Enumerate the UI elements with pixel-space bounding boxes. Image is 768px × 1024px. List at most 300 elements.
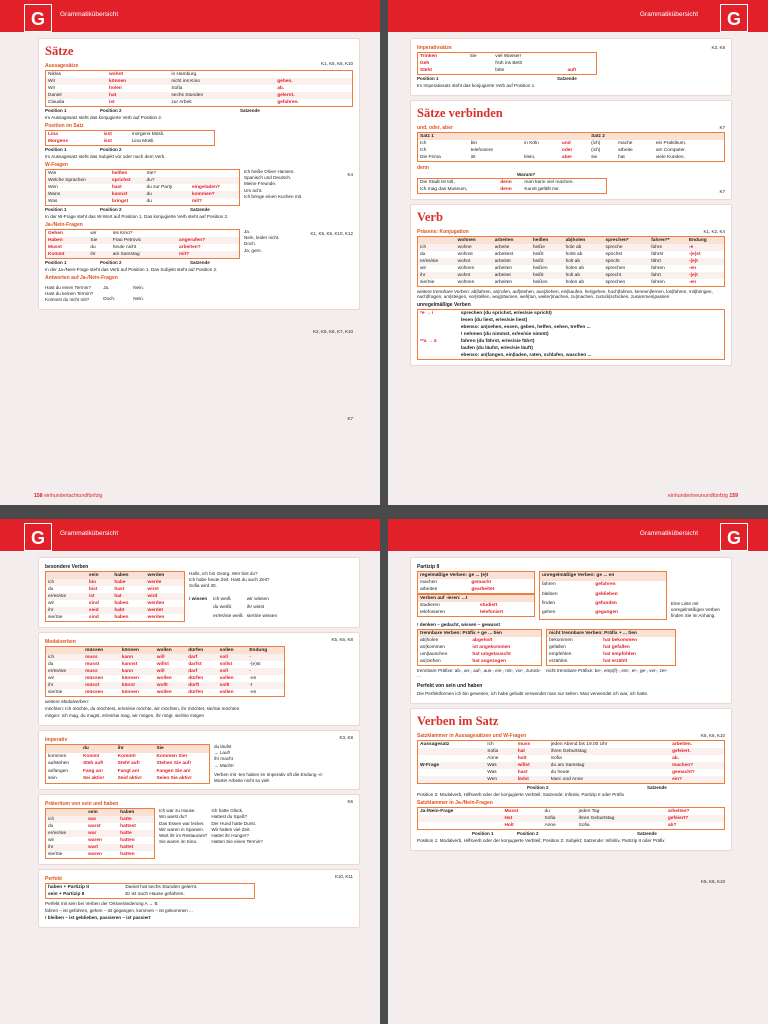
table-row — [540, 591, 667, 600]
verbinden-refs: K7 — [719, 125, 725, 130]
table-cell: Was — [485, 762, 515, 769]
table-cell: ihren Geburtstag — [577, 815, 666, 822]
besondere-table — [45, 571, 185, 622]
imperativ-table — [45, 744, 210, 784]
table-row — [46, 884, 255, 892]
table-cell: werden — [147, 615, 165, 620]
table-row — [46, 99, 353, 107]
table-cell: Er ist nach Hause gefahren. — [125, 892, 185, 898]
table-cell: gearbeitet — [471, 587, 495, 592]
partizip-liste-note: Eine Liste mit unregelmäßigen Verben finden Sie im Anhang. — [670, 601, 720, 619]
table-header-cell: Endung — [247, 647, 284, 655]
table-header-cell — [46, 745, 81, 753]
table-cell: Ich — [420, 148, 427, 153]
header-title: Grammatikübersicht — [639, 11, 698, 18]
table-cell: hat — [107, 92, 169, 99]
table-row — [46, 579, 185, 586]
table-row — [46, 138, 215, 146]
table-cell: ab? — [667, 822, 677, 828]
page-160: Grammatikübersicht G besondere Verben sein haben werden ich bin habe werde du bist hast wirst er/es/sie ist hat wird wir sind haben werden ihr seid habt werdet sie/Sie sind haben werden Hallo, ich bin Georg. Wer bist du? Ich habe heute Zeit. Hast du auch Zeit? Sofia wird 30. ! wissen ich weiß wir wissen du weißt ihr wisst er/es/sie weiß sie/Sie wissen Modalverben K5, K6, K8 müssen können wollen dürfen sollen Endung ich muss kann will darf soll - du musst kannst willst darfst sollst -(e)st er/es/sie muss kann will darf soll - wir müssen können wollen dürfen sollen -en ihr müsst könnt wollt dürft sollt -t sie/Sie müssen können wollen dürfen sollen -en weitere Modalverben: möchten: Ich möchte, du möchtest, er/es/sie möchte, wir möchten, ihr möchtet, sie/Sie möchten mögen: Ich mag, du magst, er/es/sie mag, wir mögen, ihr mögt, sie/Sie mögen Imperativ K3, K8 du ihr Sie kommen Komm! Kommt! Kommen Sie! aufstehen Steh auf! Steht auf! Stehen Sie auf! anfangen Fang an! Fangt an! Fangen Sie an! sein Sei aktiv! Seid aktiv! Seien Sie aktiv! du läufst → Lauf! ihr macht → Macht! Verben mit -ten haben im Imperativ oft die Endung -e: Warte! Arbeite nicht so viel! Präteritum von sein und haben K6 sein haben ich war hatte du warst hattest er/es/sie war hatte wir waren hatten ihr wart hattet sie/Sie waren hatten Ich war zu Hause. Wo warst du? Das Essen war lecker. Wir waren in Spanien. Wart ihr im Restaurant? Sie waren im Kino. Ich hatte Glück. Hattest du Spaß? Der Hund hatte Durst. Wir hatten viel Zeit. Hattet ihr Hunger? Hatten Sie einen Termin? Perfekt K10, K11 haben + Partizip II Daniel hat sechs Stunden gelernt. sein + Partizip II Er ist nach Hause gefahren. Perfekt mit sein bei Verben der Ortsveränderung A → B fahren – ist gefahren, gehen – ist gegangen, kommen – ist gekommen ... ! bleiben – ist geblieben, passieren – ist passiert — [0, 519, 380, 1024]
satzklammer1-table — [417, 740, 725, 784]
table-row — [547, 644, 676, 651]
table-row — [46, 131, 215, 139]
table-cell: werden — [147, 601, 165, 606]
table-cell: Fangt an! — [117, 768, 140, 774]
table-cell: viel Wasser! — [495, 54, 522, 59]
table-cell: Sie — [469, 54, 477, 59]
grammar-tab-g: G — [720, 523, 748, 551]
table-cell: lädst — [516, 776, 549, 784]
table-cell: mache — [618, 141, 633, 146]
table-cell: ich weiß — [213, 596, 231, 602]
table-cell — [418, 345, 459, 352]
table-cell: muss — [83, 654, 120, 661]
table-cell: -e — [687, 244, 725, 251]
table-cell: hatte — [118, 816, 154, 823]
table-cell: Fang an! — [82, 768, 103, 774]
table-cell: du zur Party — [146, 185, 173, 190]
table-cell: Niklas — [48, 72, 62, 77]
table-cell: arbeiten? — [179, 245, 201, 250]
table-cell: müssen — [85, 676, 104, 681]
table-cell: -t — [247, 682, 284, 689]
table-cell: empfehlen — [549, 651, 572, 657]
table-header-cell: Verben auf -ieren: ...t — [418, 595, 535, 603]
table-header-cell — [46, 572, 87, 580]
table-cell: hast — [111, 185, 122, 190]
table-cell: Wir — [46, 78, 108, 85]
table-cell: Sei aktiv! — [82, 776, 105, 782]
table-cell: Morgens — [48, 139, 68, 144]
table-header-cell: heißen — [531, 237, 564, 245]
table-cell: aufstehen — [48, 761, 70, 767]
table-cell: können — [121, 676, 139, 681]
table-cell: Sofia — [550, 755, 562, 761]
table-cell: ! nehmen (du nimmst, er/es/sie nimmt) — [460, 332, 549, 338]
table-cell: ist — [87, 593, 112, 600]
table-cell: Was — [487, 769, 497, 775]
table-cell: bist — [88, 587, 98, 592]
table-cell: müssen — [85, 690, 104, 695]
table-cell: hat — [618, 155, 625, 160]
perf-sein-haben-text: Die Perfektformen ich bin gewesen, ich habe gehabt verwendet man nur selten. Man verwendet ich war, ich hatte. — [417, 690, 649, 696]
table-cell: Stehen Sie auf! — [156, 761, 192, 767]
table-row — [46, 891, 255, 899]
table-cell — [275, 71, 352, 79]
satzklammer2-title: Satzklammer in Ja-/Nein-Fragen — [417, 799, 493, 806]
table-cell: wollen — [156, 676, 172, 681]
table-header-cell: Endung — [687, 237, 725, 245]
row-label — [418, 769, 486, 776]
table-cell: er/es/sie — [46, 830, 87, 837]
page-159: Grammatikübersicht G Imperativsätze K3, K8 Trinken Sie viel Wasser! Geh früh ins Bett! Steht bitte auf! Position 1 Satzende Im Imperativsatz steht das konjugierte Verb auf Position 1. Sätze verbinden und, oder, aber K7 Satz 1 Satz 2 Ich bin in Köln und (ich) mache ein Praktikum. Ich telefoniere oder (ich) arbeite am Computer. Die Firma ist klein, aber sie hat viele Kunden. denn K7 Warum? Die Stadt ist toll, denn man kann viel machen. Ich mag das Museum, denn Kunst gefällt mir. Verb Präsens: Konjugation K1, K2, K4 wohnen arbeiten heißen ab|holen sprechen* fahren** Endung ich wohne arbeite heiße hole ab spreche fahre -e du wohnst arbeitest heißt holst ab sprichst fährst -(e)st er/es/sie wohnt arbeitet heißt holt ab spricht fährt -(e)t wir wohnen arbeiten heißen holen ab sprechen fahren -en ihr wohnt arbeitet heißt holt ab sprecht fahrt -(e)t sie/Sie wohnen arbeiten heißen holen ab sprechen fahren -en weitere trennbare Verben: ab|fahren, an|rufen, auf|stehen, aus|ziehen, ein|kaufen, her|gehen, hoch|fahren, kennen|lernen, los|fahren, mit|bringen, nach|fragen, um|steigen, vor|stellen, weg|räumen, weh|tun, weiter|machen, zu|machen, zurück|schicken, zusammen|passen unregelmäßige Verben *e → i sprechen (du sprichst, er/es/sie spricht) lesen (du liest, er/es/sie liest) ebenso: an|sehen, essen, geben, helfen, sehen, treffen ... ! nehmen (du nimmst, er/es/sie nimmt) **a → ä fahren (du fährst, er/es/sie fährt) laufen (du läufst, er/es/sie läuft) ebenso: an|fangen, ein|laden, raten, schlafen, waschen ... einhundertneunundfünfzig 159 — [388, 0, 768, 505]
table-cell: kann — [120, 668, 155, 675]
perfekt-table — [45, 883, 255, 899]
konjugation-table — [417, 236, 725, 287]
table-cell: arbeiten — [494, 280, 513, 286]
table-cell: haben + Partizip II — [48, 885, 89, 891]
table-cell: wir — [48, 676, 55, 681]
table-row — [46, 760, 210, 768]
praeteritum-title: Präteritum von sein und haben — [45, 801, 119, 808]
table-cell: -en — [249, 690, 257, 695]
page-header — [388, 0, 768, 32]
table-cell: Lina — [48, 132, 58, 137]
table-row — [46, 78, 353, 85]
table-row — [418, 251, 725, 258]
table-cell: fahre — [649, 244, 687, 251]
table-cell: fährst — [651, 252, 664, 258]
table-cell: Wann — [46, 191, 110, 198]
list-item: Um acht. — [244, 187, 263, 193]
table-cell: heiße — [531, 244, 564, 251]
perfekt-note3: ! bleiben – ist geblieben, passieren – ist passiert — [45, 915, 151, 921]
table-cell: hat erzählt — [603, 658, 628, 664]
list-item: Wir hatten viel Zeit. — [211, 826, 251, 832]
list-item: Ja, gern. — [244, 247, 262, 253]
table-cell: Lina Müsli. — [131, 139, 155, 144]
table-cell: kannst — [121, 662, 138, 667]
table-cell: darf — [186, 668, 217, 675]
list-item: Sie waren im Kino. — [159, 839, 198, 845]
table-row — [46, 661, 285, 668]
table-row — [46, 600, 185, 607]
table-cell: Steht — [420, 68, 432, 73]
table-cell: können — [107, 78, 169, 85]
table-cell: wir wissen — [246, 596, 269, 602]
table-row — [46, 198, 240, 206]
page-header — [388, 519, 768, 551]
table-cell: gegangen — [595, 610, 618, 616]
table-row — [46, 851, 155, 859]
table-header-cell — [46, 809, 87, 817]
table-cell: Holt — [504, 822, 514, 828]
header-title: Grammatikübersicht — [60, 530, 119, 537]
table-row — [46, 816, 155, 823]
table-cell: ihren Geburtstag — [549, 748, 670, 755]
table-cell: hast — [517, 769, 528, 775]
table-cell: bin — [87, 579, 112, 586]
table-cell: sprichst — [605, 252, 622, 258]
table-cell: gehen — [542, 610, 556, 616]
row-label: W-Frage — [418, 762, 486, 769]
wfragen-table — [45, 169, 240, 206]
table-cell: du — [144, 191, 190, 198]
aussage-positions: Position 1 Position 2 Satzende — [45, 108, 260, 113]
table-cell: bekommen — [549, 637, 573, 643]
table-row — [46, 170, 240, 178]
table-cell: du — [544, 808, 550, 814]
page-header — [0, 0, 380, 32]
table-header-cell: wohnen — [456, 237, 493, 245]
table-header-cell: ihr — [116, 745, 155, 753]
table-cell: sie/Sie — [48, 690, 63, 695]
table-row — [547, 637, 676, 644]
table-cell: studiert — [479, 603, 498, 608]
section-title-saetze: Sätze — [45, 44, 74, 58]
table-cell: aber — [561, 155, 573, 160]
header-title: Grammatikübersicht — [60, 11, 119, 18]
table-cell: wollen — [156, 690, 172, 695]
table-cell: arbeiten — [420, 587, 438, 592]
table-cell: hatte — [118, 830, 154, 837]
table-row — [211, 596, 279, 604]
table-header-cell: können — [120, 647, 155, 655]
table-cell: Steh auf! — [82, 761, 104, 767]
table-cell: sprechen — [605, 280, 626, 286]
table-cell: (ich) — [591, 141, 601, 146]
table-cell: ihr — [88, 251, 110, 259]
table-cell: ich — [46, 816, 87, 823]
table-cell: denn — [500, 180, 512, 186]
modal-table — [45, 646, 285, 697]
table-cell: bitte — [495, 68, 505, 73]
table-cell: wohnt — [456, 258, 493, 265]
table-cell: hat empfohlen — [603, 651, 636, 657]
table-cell: -en — [249, 676, 257, 681]
table-row — [418, 331, 725, 338]
table-cell: wohne — [456, 244, 493, 251]
table-row — [46, 177, 240, 184]
table-cell: muss — [83, 668, 120, 675]
table-cell: gefahren — [595, 582, 616, 588]
table-cell: kann — [120, 654, 155, 661]
table-row — [418, 352, 725, 360]
besondere-ex2: Ich habe heute Zeit. Hast du auch Zeit? — [189, 577, 270, 583]
table-cell: gefunden — [595, 600, 617, 606]
list-item: Spanisch und Deutsch. — [244, 175, 292, 181]
list-item: Wart ihr im Restaurant? — [159, 832, 208, 838]
table-cell: -(e)t — [687, 258, 725, 265]
table-cell: telefoniere — [470, 148, 494, 153]
table-cell: sind — [88, 615, 99, 620]
perfekt-note1: Perfekt mit sein bei Verben der Ortsveränderung A → B — [45, 901, 158, 907]
table-row — [46, 191, 240, 198]
table-cell: Geh — [420, 61, 430, 66]
grammar-tab-g: G — [24, 4, 52, 32]
table-cell: isst — [103, 132, 112, 137]
table-cell: kannst — [110, 191, 145, 198]
table-cell: -(e)t — [687, 272, 725, 279]
possatz-note: Im Aussagesatz steht das Subjekt vor oder nach dem Verb. — [45, 154, 166, 159]
table-row — [418, 651, 542, 658]
table-cell: holt — [517, 755, 527, 761]
grammar-tab-g: G — [24, 523, 52, 551]
table-cell: müsst — [83, 682, 120, 689]
table-cell: werde — [146, 579, 185, 586]
table-header-cell — [46, 647, 84, 655]
table-cell: sein + Partizip II — [48, 892, 85, 898]
table-cell: hattest — [120, 824, 136, 830]
table-row — [418, 807, 725, 815]
table-cell: wirst — [147, 587, 159, 592]
table-cell: habe — [112, 579, 145, 586]
table-cell: hat bekommen — [603, 637, 638, 643]
table-cell: Ich — [487, 741, 494, 747]
table-row — [46, 593, 185, 600]
table-cell: - — [247, 668, 284, 675]
table-cell: muss — [517, 741, 531, 747]
table-cell: Musst — [504, 808, 519, 814]
table-cell: Steht auf! — [117, 761, 140, 767]
praesens-title: Präsens: Konjugation — [417, 229, 469, 236]
table-cell: an|ziehen — [420, 658, 441, 664]
table-header-cell: Sie — [154, 745, 209, 753]
satzklammer1-refs: K5, K6, K10 — [700, 732, 725, 738]
und-oder-aber-title: und, oder, aber — [417, 125, 453, 131]
table-header-cell: haben — [118, 809, 154, 817]
table-cell: Hat — [502, 815, 542, 822]
table-cell: ein? — [670, 776, 724, 784]
table-row — [46, 682, 285, 689]
table-cell: wohnst — [457, 252, 473, 258]
table-cell: du — [48, 587, 54, 592]
table-cell: haben — [114, 601, 129, 606]
table-row — [418, 579, 535, 586]
table-cell: warst — [88, 824, 101, 830]
page-number-159: einhundertneunundfünfzig 159 — [667, 493, 738, 499]
table-cell: viele Kunden. — [655, 155, 685, 160]
table-cell: wohnt — [456, 272, 493, 279]
table-cell — [418, 324, 459, 331]
trennbar-praefixe: trennbare Präfixe: ab-, an-, auf-, aus-, ein-, mit-, vor-, zurück- ... — [417, 667, 542, 678]
wissen-table — [211, 596, 279, 621]
table-header-cell: unregelmäßige Verben: ge ... en — [540, 572, 667, 582]
nicht-trennbar-praefixe: nicht trennbare Präfixe: be-, emp(f)-, ent-, er-, ge-, ver-, zer- — [546, 667, 668, 673]
satzklammer1-note: Position 2: Modalverb, Hilfsverb oder der konjugierte Verbteil; Satzende: Infinitiv, Partizip II oder Präfix — [417, 791, 624, 797]
table-cell: ich — [46, 579, 87, 586]
table-cell: wohnen — [457, 266, 475, 272]
list-item: Das Essen war lecker. — [159, 820, 205, 826]
page-number-158: 158 einhundertachtundfünfzig — [34, 493, 103, 499]
list-item: Ich bringe einen Kuchen mit. — [244, 193, 303, 199]
table-cell: ihr — [418, 272, 456, 279]
list-item: Hatten Sie einen Termin? — [211, 839, 263, 845]
trennbare-verben-list: ab|fahren, an|rufen, auf|stehen, aus|ziehen, ein|kaufen, her|gehen, hoch|fahren, kennen|lernen, los|fahren, mit|bringen, nach|fragen, um|steigen, vor|stellen, weg|räumen, weh|tun, weiter|machen, zu|machen, zurück|schicken, zusammen|passen — [417, 289, 713, 300]
table-cell: können — [121, 690, 139, 695]
wfragen-refs: K1, K5, K6, K10, K12 — [310, 231, 353, 236]
table-cell: an|kommen — [420, 644, 445, 650]
table-cell: soll — [218, 668, 248, 675]
table-cell: gefallen — [549, 644, 566, 650]
table-cell: er/es/sie — [418, 258, 456, 265]
table-cell: sprichst — [110, 177, 145, 184]
table-cell: er/es/sie — [46, 593, 87, 600]
table-cell: Wir — [48, 86, 56, 91]
table-cell: lesen (du liest, er/es/sie liest) — [460, 318, 528, 324]
table-cell: *e → i — [420, 311, 434, 317]
table-cell: am Computer. — [655, 148, 686, 153]
table-cell: Wen — [485, 776, 515, 784]
table-cell: wohnt — [109, 72, 124, 77]
table-cell: Kommen Sie! — [156, 753, 188, 759]
table-cell: werdet — [146, 607, 185, 614]
table-row — [418, 265, 725, 272]
table-cell: heißen — [532, 266, 548, 272]
partizip-title: Partizip II — [417, 564, 440, 570]
section-title-verben-im-satz: Verben im Satz — [417, 713, 499, 728]
table-cell: sollst — [219, 662, 233, 667]
table-cell: du — [48, 824, 54, 830]
table-cell: du weißt — [213, 605, 232, 611]
table-cell: könnt — [120, 682, 155, 689]
row-label: Aussagesatz — [420, 741, 450, 747]
table-cell: Wie — [48, 171, 57, 176]
table-row — [418, 740, 725, 748]
table-cell: Claudia — [48, 100, 65, 105]
table-row — [418, 317, 725, 324]
table-cell: telefonieren — [420, 610, 446, 615]
table-cell: Gehen — [48, 231, 63, 236]
table-row — [418, 602, 535, 609]
verbinden-table — [417, 132, 725, 162]
table-cell: gehen. — [275, 78, 352, 85]
satz2-label: Satz 2 — [589, 133, 724, 141]
table-row — [46, 71, 353, 79]
table-cell: dürfen — [188, 676, 204, 681]
table-cell: telefoniert — [479, 610, 504, 615]
table-cell: wir — [48, 838, 55, 844]
table-cell: ein Praktikum. — [655, 141, 687, 146]
table-row — [46, 251, 240, 259]
table-cell: auf! — [567, 68, 577, 73]
table-cell: arbeiten. — [672, 741, 693, 747]
table-cell: eingeladen? — [191, 185, 220, 190]
trennbar-table — [417, 629, 542, 666]
table-cell: du — [420, 252, 426, 258]
table-row — [418, 147, 725, 154]
table-cell: arbeiten? — [667, 808, 690, 814]
table-row — [46, 586, 185, 593]
perfekt-refs: K10, K11 — [334, 874, 353, 880]
table-cell: wohnen — [457, 280, 475, 286]
table-row — [418, 637, 542, 644]
praeteritum-haben-examples — [211, 808, 263, 859]
table-cell: hole ab — [564, 244, 604, 251]
aussagesaetze-title: Aussagesätze — [45, 63, 79, 69]
table-header-cell: wollen — [155, 647, 186, 655]
table-cell: und — [561, 141, 571, 146]
table-row — [46, 775, 210, 783]
table-cell: willst — [516, 762, 549, 769]
table-cell: war — [86, 830, 118, 837]
table-cell: wir — [48, 601, 55, 606]
table-cell: Seien Sie aktiv! — [156, 776, 192, 782]
table-row — [211, 604, 279, 612]
imperativ-refs: K3, K8 — [339, 735, 353, 740]
table-row — [418, 658, 542, 666]
jnfragen-refs: K2, K5, K6, K7, K10 — [312, 329, 353, 334]
table-header-cell: werden — [146, 572, 185, 580]
table-cell: du — [48, 662, 54, 667]
modal-refs: K5, K6, K8 — [331, 637, 353, 642]
table-row — [46, 837, 155, 844]
table-row — [46, 92, 353, 99]
grammar-tab-g: G — [720, 4, 748, 32]
table-cell: Was — [48, 199, 58, 204]
jnfragen-title: Ja-/Nein-Fragen — [45, 222, 83, 228]
partizip-ieren-table — [417, 594, 535, 617]
table-cell: ihr — [46, 844, 87, 851]
table-cell: hat — [112, 593, 145, 600]
verb-refs: K1, K2, K4 — [703, 229, 725, 235]
imperativ-title: Imperativ — [45, 737, 68, 743]
moegen-line: mögen: Ich mag, du magst, er/es/sie mag, wir mögen, ihr mögt, sie/Sie mögen — [45, 713, 205, 718]
wissen-label: ! wissen — [189, 595, 208, 601]
table-row — [46, 830, 155, 837]
table-header-cell: ab|holen — [564, 237, 604, 245]
table-row — [547, 658, 676, 666]
